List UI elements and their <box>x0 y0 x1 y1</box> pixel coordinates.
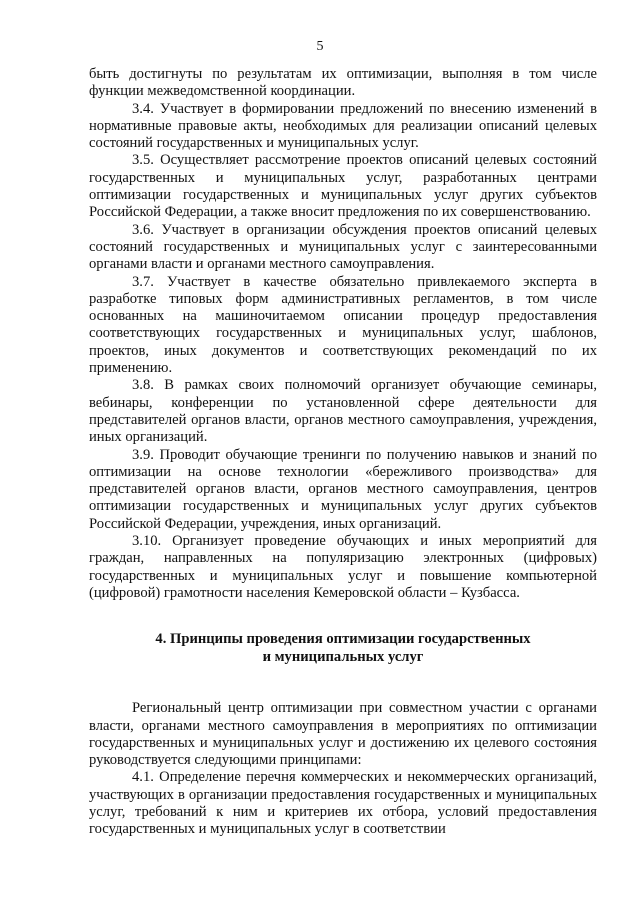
paragraph-section-4-intro: Региональный центр оптимизации при совместном участии с органами власти, органами местного самоуправления в мероприятиях по оптимизации государственных и муниципальных услуг и достижению их целевого состояния руководствуется следующими принципами: <box>89 700 597 769</box>
section-4-heading <box>89 630 597 666</box>
paragraph-continuation: быть достигнуты по результатам их оптимизации, выполняя в том числе функции межведомственной координации. <box>89 66 597 100</box>
section-4-heading-line2: и муниципальных услуг <box>262 649 424 666</box>
paragraph-3-7: 3.7. Участвует в качестве обязательно привлекаемого эксперта в разработке типовых форм административных регламентов, в том числе основанных на машиночитаемом описании процедур предоставления соответствующих государственных и муниципальных услуг, шаблонов, проектов, иных документов и соответствующих рекомендаций по их применению. <box>89 273 597 377</box>
document-body <box>89 66 597 839</box>
page-number: 5 <box>316 39 324 54</box>
section-4-heading-line1: 4. Принципы проведения оптимизации государственных <box>155 631 531 648</box>
paragraph-3-10: 3.10. Организует проведение обучающих и иных мероприятий для граждан, направленных на популяризацию электронных (цифровых) государственных и муниципальных услуг и повышение компьютерной (цифровой) грамотности населения Кемеровской области – Кузбасса. <box>89 533 597 601</box>
paragraph-4-1: 4.1. Определение перечня коммерческих и некоммерческих организаций, участвующих в организации предоставления государственных и муниципальных услуг, требований к ним и критериев их отбора, условий предоставления государственных и муниципальных услуг в соответствии <box>89 769 597 838</box>
paragraph-3-4: 3.4. Участвует в формировании предложений по внесению изменений в нормативные правовые акты, необходимых для реализации описаний целевых состояний государственных и муниципальных услуг. <box>89 100 597 152</box>
paragraph-3-8: 3.8. В рамках своих полномочий организует обучающие семинары, вебинары, конференции по установленной сфере деятельности для представителей органов власти, органов местного самоуправления, учреждения, иных организаций. <box>89 377 597 446</box>
paragraph-3-5: 3.5. Осуществляет рассмотрение проектов описаний целевых состояний государственных и муниципальных услуг, разработанных центрами оптимизации государственных и муниципальных услуг других субъектов Российской Федерации, а также вносит предложения по их совершенствованию. <box>89 152 597 221</box>
paragraph-3-9: 3.9. Проводит обучающие тренинги по получению навыков и знаний по оптимизации на основе технологии «бережливого производства» для представителей органов власти, органов местного самоуправления, центров оптимизации государственных и муниципальных услуг других субъектов Российской Федерации, учреждения, иных организаций. <box>89 446 597 532</box>
paragraph-3-6: 3.6. Участвует в организации обсуждения проектов описаний целевых состояний государственных и муниципальных услуг с заинтересованными органами власти и органами местного самоуправления. <box>89 221 597 273</box>
